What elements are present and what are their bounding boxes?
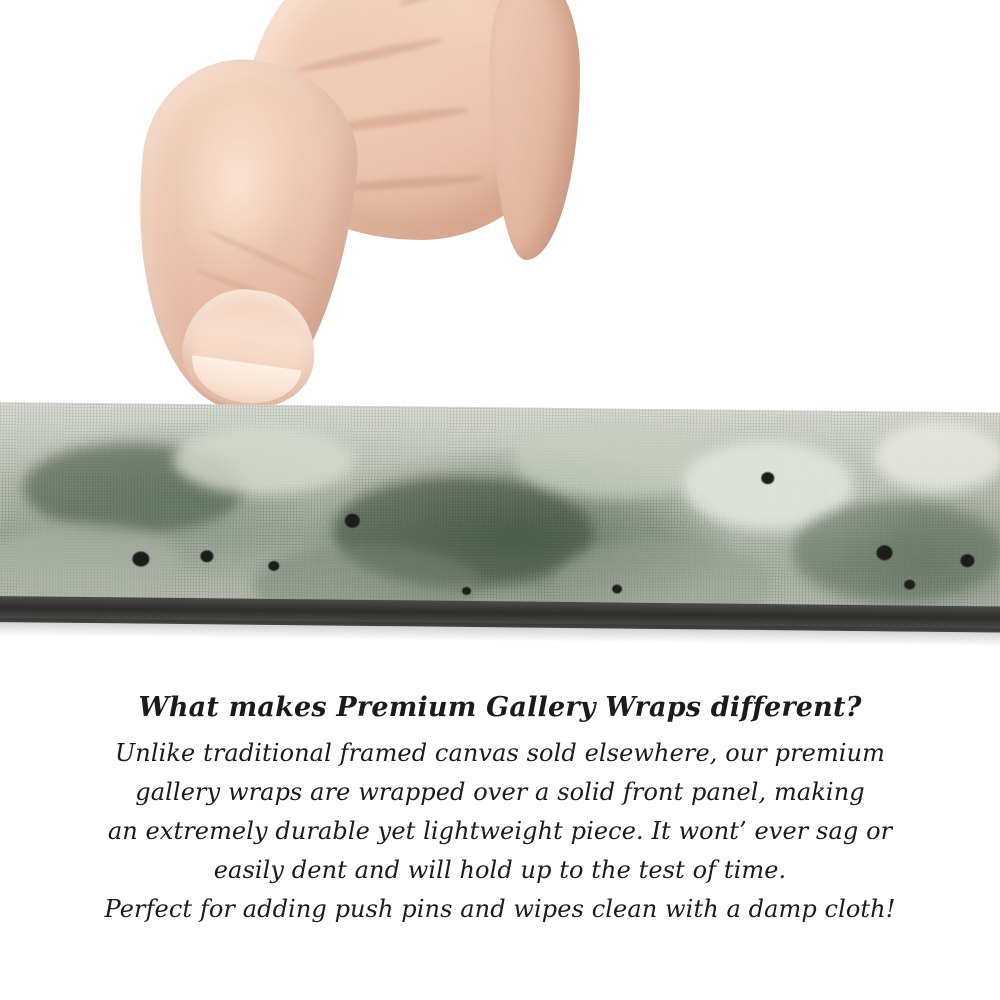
canvas-speck <box>268 561 279 571</box>
canvas-speck <box>612 584 622 593</box>
canvas-speck <box>876 545 892 560</box>
caption-line: an extremely durable yet lightweight piece. It wont’ ever sag or <box>107 817 893 846</box>
canvas-texture-blotch <box>873 421 1000 492</box>
canvas-speck <box>904 580 915 590</box>
caption-heading: What makes Premium Gallery Wraps different? <box>138 692 862 723</box>
canvas-speck <box>132 551 149 566</box>
index-finger-shape <box>490 0 580 260</box>
skin-crease <box>207 228 319 283</box>
caption-body <box>0 734 1000 928</box>
caption-line: Perfect for adding push pins and wipes clean with a damp cloth! <box>104 894 896 923</box>
canvas-speck <box>761 472 774 484</box>
caption-line: gallery wraps are wrapped over a solid front panel, making <box>135 778 865 807</box>
canvas-speck <box>960 554 974 567</box>
canvas-speck <box>345 514 360 528</box>
caption-line: Unlike traditional framed canvas sold elsewhere, our premium <box>114 739 885 768</box>
canvas-speck <box>462 587 471 595</box>
hand-icon <box>95 0 565 440</box>
canvas-edge-icon <box>0 402 1000 631</box>
caption-line: easily dent and will hold up to the test of time. <box>213 856 787 885</box>
canvas-speck <box>200 550 213 562</box>
canvas-texture-blotch <box>0 522 183 604</box>
canvas-texture-blotch <box>792 500 1000 602</box>
caption-block <box>0 690 1000 929</box>
